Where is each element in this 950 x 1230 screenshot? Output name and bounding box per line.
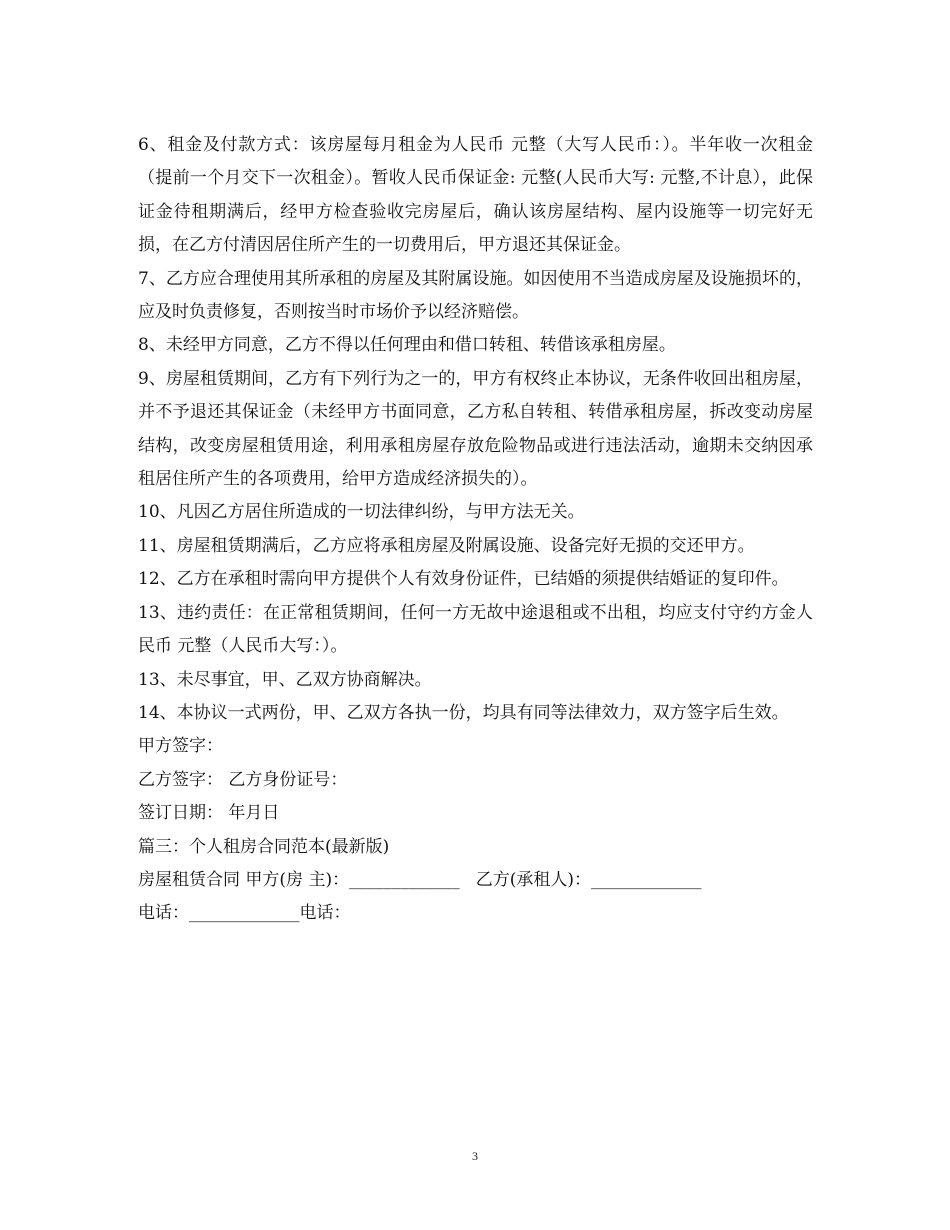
clause-6-rent-payment: 6、租金及付款方式：该房屋每月租金为人民币 元整（大写人民币：）。半年收一次租金（提前一个月交下一次租金）。暂收人民币保证金: 元整(人民币大写: 元整,不计息），此保证金待租期满后，经甲方检查验收完房屋后，确认该房屋结构、屋内设施等一切完好无损，在乙方付清因居住所产生的一切费用后，甲方退还其保证金。 [138, 135, 813, 256]
contract-parties-line: 房屋租赁合同 甲方(房 主)：_____________ 乙方(承租人)：_____________ [138, 869, 702, 890]
clause-12-identification: 12、乙方在承租时需向甲方提供个人有效身份证件，已结婚的须提供结婚证的复印件。 [138, 569, 789, 590]
clause-13-breach-liability: 13、违约责任：在正常租赁期间，任何一方无故中途退租或不出租，均应支付守约方金人民币 元整（人民币大写：）。 [138, 602, 813, 657]
party-b-signature: 乙方签字： 乙方身份证号： [138, 769, 348, 790]
phone-line: 电话：_____________电话： [138, 903, 351, 924]
clause-7-proper-use: 7、乙方应合理使用其所承租的房屋及其附属设施。如因使用不当造成房屋及设施损坏的，应及时负责修复，否则按当时市场价予以经济赔偿。 [138, 268, 813, 323]
page-number: 3 [472, 1149, 478, 1163]
document-body [138, 129, 813, 931]
clause-14-copies-validity: 14、本协议一式两份，甲、乙双方各执一份，均具有同等法律效力，双方签字后生效。 [138, 702, 789, 723]
party-a-signature: 甲方签字： [138, 736, 223, 757]
clause-13-unresolved-matters: 13、未尽事宜，甲、乙双方协商解决。 [138, 669, 432, 690]
signing-date: 签订日期： 年月日 [138, 803, 280, 824]
section-title: 篇三：个人租房合同范本(最新版) [138, 836, 390, 857]
clause-9-termination: 9、房屋租赁期间，乙方有下列行为之一的，甲方有权终止本协议，无条件收回出租房屋，并不予退还其保证金（未经甲方书面同意，乙方私自转租、转借承租房屋，拆改变动房屋结构，改变房屋租赁用途，利用承租房屋存放危险物品或进行违法活动，逾期未交纳因承租居住所产生的各项费用，给甲方造成经济损失的）。 [138, 368, 813, 490]
clause-10-legal-disputes: 10、凡因乙方居住所造成的一切法律纠纷，与甲方法无关。 [138, 502, 585, 523]
clause-11-return-property: 11、房屋租赁期满后，乙方应将承租房屋及附属设施、设备完好无损的交还甲方。 [138, 535, 755, 556]
clause-8-no-sublet: 8、未经甲方同意，乙方不得以任何理由和借口转租、转借该承租房屋。 [138, 335, 676, 356]
